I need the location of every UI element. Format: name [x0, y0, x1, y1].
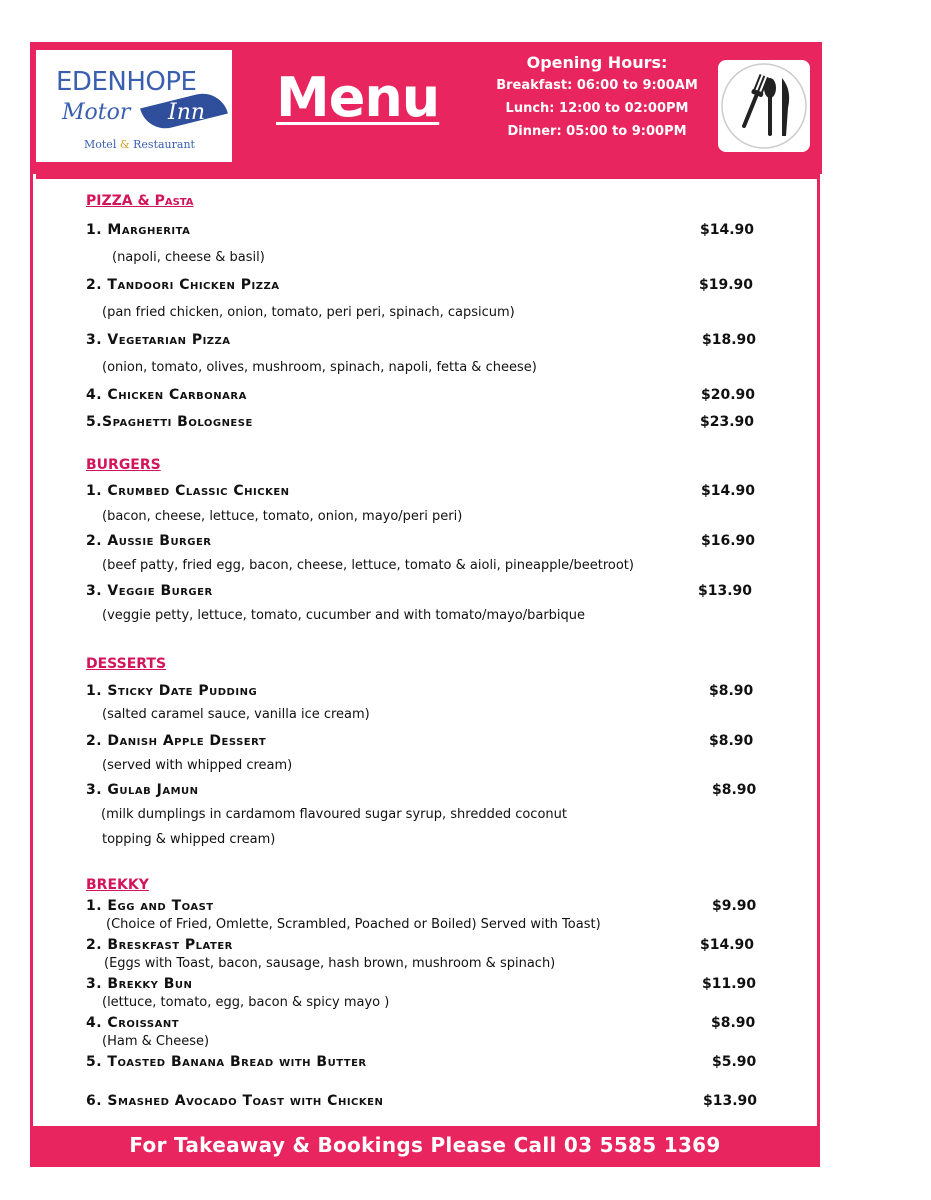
menu-item-name: 3. Vegetarian Pizza	[86, 332, 231, 348]
menu-item-price: $8.90	[711, 1015, 756, 1031]
logo-subtitle	[84, 138, 195, 151]
menu-item-desc: (Choice of Fried, Omlette, Scrambled, Poached or Boiled) Served with Toast)	[106, 917, 601, 932]
section-burgers-title: BURGERS	[86, 457, 161, 473]
menu-item-desc: (Eggs with Toast, bacon, sausage, hash brown, mushroom & spinach)	[104, 956, 556, 971]
menu-item-name: 2. Aussie Burger	[86, 533, 212, 549]
menu-item-name: 1. Margherita	[86, 222, 191, 238]
menu-item-price: $18.90	[702, 332, 757, 348]
menu-item-desc: (milk dumplings in cardamom flavoured sugar syrup, shredded coconut	[101, 807, 567, 822]
menu-item-desc: (napoli, cheese & basil)	[112, 250, 265, 265]
cutlery-icon	[718, 60, 810, 152]
hours-breakfast: Breakfast: 06:00 to 9:00AM	[496, 78, 698, 93]
logo-sub-restaurant: Restaurant	[133, 138, 195, 151]
menu-item-desc: (onion, tomato, olives, mushroom, spinach, napoli, fetta & cheese)	[102, 360, 537, 375]
opening-hours-title: Opening Hours:	[526, 53, 668, 72]
section-desserts-title: DESSERTS	[86, 656, 167, 672]
menu-item-name: 4. Croissant	[86, 1015, 180, 1031]
footer-contact: For Takeaway & Bookings Please Call 03 5585 1369	[129, 1133, 721, 1157]
menu-item-desc: (pan fried chicken, onion, tomato, peri peri, spinach, capsicum)	[102, 305, 515, 320]
menu-item-name: 2. Tandoori Chicken Pizza	[86, 277, 280, 293]
menu-item-desc: (served with whipped cream)	[102, 758, 293, 773]
logo-inn: Inn	[168, 100, 206, 125]
menu-item-name: 2. Breskfast Plater	[86, 937, 233, 953]
footer-banner	[33, 1126, 817, 1166]
menu-item-price: $11.90	[702, 976, 757, 992]
menu-item-desc: (beef patty, fried egg, bacon, cheese, lettuce, tomato & aioli, pineapple/beetroot)	[102, 558, 634, 573]
page-title: Menu	[276, 66, 440, 129]
menu-item-desc-cont: topping & whipped cream)	[102, 832, 276, 847]
menu-item-name: 1. Egg and Toast	[86, 898, 214, 914]
menu-item-price: $16.90	[701, 533, 756, 549]
menu-item-price: $9.90	[712, 898, 757, 914]
hours-lunch: Lunch: 12:00 to 02:00PM	[505, 101, 689, 116]
menu-item-name: 3. Gulab Jamun	[86, 782, 199, 798]
section-brekky-title: BREKKY	[86, 877, 149, 893]
menu-item-price: $8.90	[709, 733, 754, 749]
logo-sub-motel: Motel	[84, 138, 117, 151]
logo-sub-amp: &	[119, 138, 130, 151]
menu-item-name: 3. Brekky Bun	[86, 976, 193, 992]
menu-item-price: $23.90	[700, 414, 755, 430]
menu-item-name: 3. Veggie Burger	[86, 583, 213, 599]
opening-hours	[486, 53, 708, 147]
section-pizza-title: PIZZA & Pasta	[86, 193, 194, 209]
menu-item-desc: (veggie petty, lettuce, tomato, cucumber and with tomato/mayo/barbique	[102, 608, 586, 623]
header-divider	[36, 167, 820, 179]
menu-item-name: 5.Spaghetti Bolognese	[86, 414, 253, 430]
menu-item-name: 5. Toasted Banana Bread with Butter	[86, 1054, 367, 1070]
menu-item-name: 2. Danish Apple Dessert	[86, 733, 267, 749]
menu-item-name: 1. Sticky Date Pudding	[86, 683, 258, 699]
menu-item-name: 1. Crumbed Classic Chicken	[86, 483, 290, 499]
menu-item-price: $14.90	[700, 937, 755, 953]
logo-motor: Motor	[62, 100, 131, 125]
hours-dinner: Dinner: 05:00 to 9:00PM	[507, 124, 687, 139]
menu-item-price: $20.90	[701, 387, 756, 403]
logo	[36, 50, 232, 162]
menu-item-name: 6. Smashed Avocado Toast with Chicken	[86, 1093, 384, 1109]
menu-item-price: $14.90	[701, 483, 756, 499]
menu-item-price: $13.90	[703, 1093, 758, 1109]
menu-item-price: $8.90	[712, 782, 757, 798]
menu-item-desc: (lettuce, tomato, egg, bacon & spicy mayo )	[102, 995, 390, 1010]
logo-edenhope: EDENHOPE	[56, 67, 197, 97]
menu-item-price: $13.90	[698, 583, 753, 599]
menu-item-desc: (Ham & Cheese)	[102, 1034, 210, 1049]
menu-item-price: $8.90	[709, 683, 754, 699]
menu-item-name: 4. Chicken Carbonara	[86, 387, 247, 403]
menu-item-price: $14.90	[700, 222, 755, 238]
menu-item-desc: (bacon, cheese, lettuce, tomato, onion, mayo/peri peri)	[102, 509, 463, 524]
menu-item-price: $19.90	[699, 277, 754, 293]
menu-item-price: $5.90	[712, 1054, 757, 1070]
menu-item-desc: (salted caramel sauce, vanilla ice cream)	[102, 707, 370, 722]
